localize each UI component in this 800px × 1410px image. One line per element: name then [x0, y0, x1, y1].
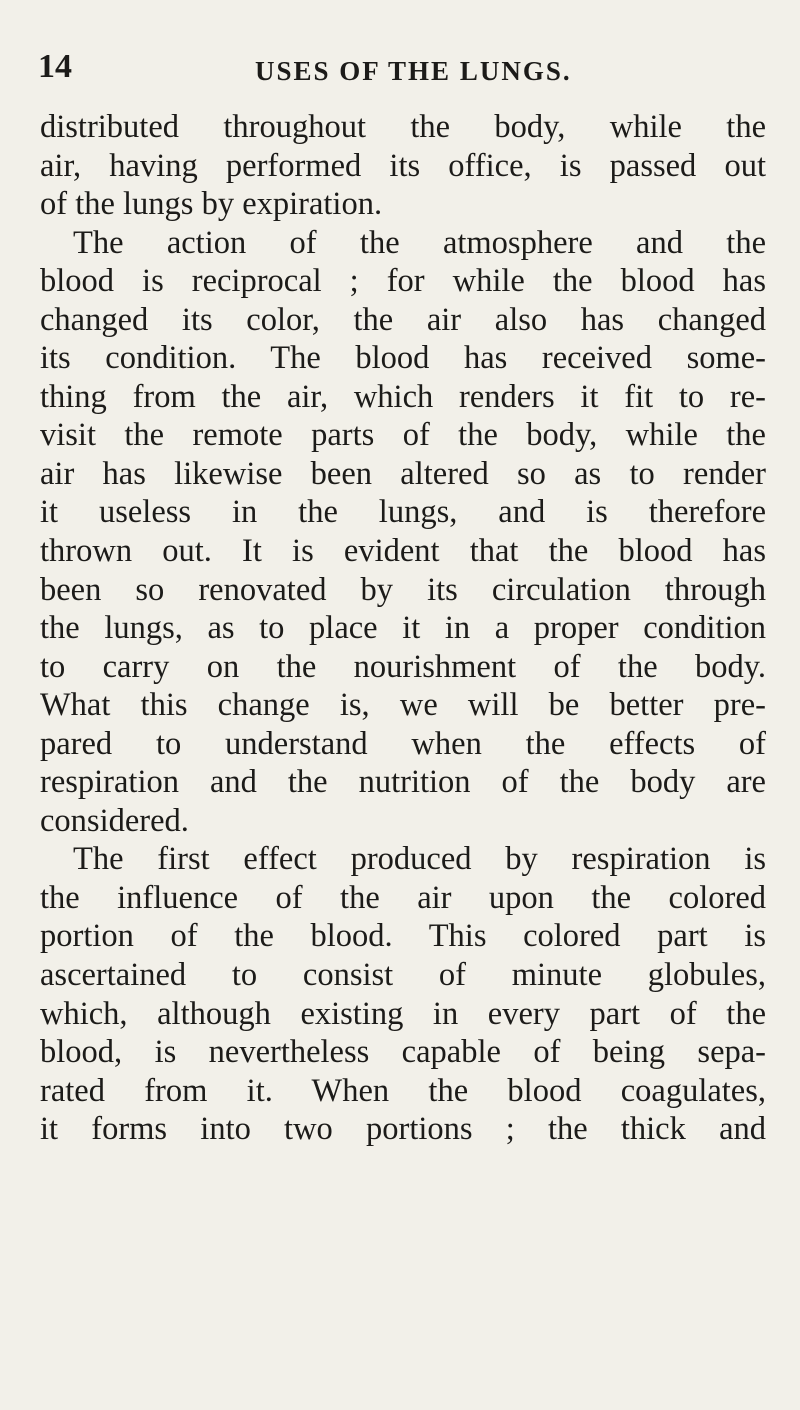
text-line: ascertained to consist of minute globules, [40, 957, 766, 994]
text-line: thing from the air, which renders it fit to re- [40, 378, 766, 415]
text-line: thrown out. It is evident that the blood has [40, 533, 766, 570]
body-text [40, 108, 766, 1149]
text-line: blood, is nevertheless capable of being sepa- [40, 1034, 766, 1071]
text-line: blood is reciprocal ; for while the blood has [40, 263, 766, 300]
text-line: the lungs, as to place it in a proper condition [40, 610, 766, 647]
text-line: of the lungs by expiration. [40, 186, 383, 223]
text-line: visit the remote parts of the body, while the [40, 417, 766, 454]
text-line: What this change is, we will be better pre- [40, 687, 766, 724]
text-line: to carry on the nourishment of the body. [40, 648, 766, 685]
text-line: it useless in the lungs, and is therefore [40, 494, 766, 531]
text-line: distributed throughout the body, while the [40, 109, 766, 145]
text-line: rated from it. When the blood coagulates, [40, 1072, 766, 1109]
text-line: been so renovated by its circulation through [40, 571, 766, 608]
text-line: which, although existing in every part of the [40, 995, 766, 1032]
text-line: considered. [40, 802, 189, 839]
text-line: air, having performed its office, is passed out [40, 147, 766, 184]
text-line: the influence of the air upon the colored [40, 879, 766, 916]
page-number: 14 [38, 48, 72, 85]
text-line: portion of the blood. This colored part is [40, 918, 766, 955]
text-line: its condition. The blood has received some- [40, 340, 766, 377]
text-line: changed its color, the air also has changed [40, 301, 766, 338]
text-line: air has likewise been altered so as to render [40, 455, 766, 492]
running-head: USES OF THE LUNGS. [255, 56, 572, 86]
text-line: The action of the atmosphere and the [73, 224, 766, 261]
text-line: it forms into two portions ; the thick and [40, 1111, 766, 1148]
text-line: pared to understand when the effects of [40, 725, 766, 762]
text-line: respiration and the nutrition of the body are [40, 764, 766, 801]
text-line: The first effect produced by respiration is [73, 841, 766, 878]
